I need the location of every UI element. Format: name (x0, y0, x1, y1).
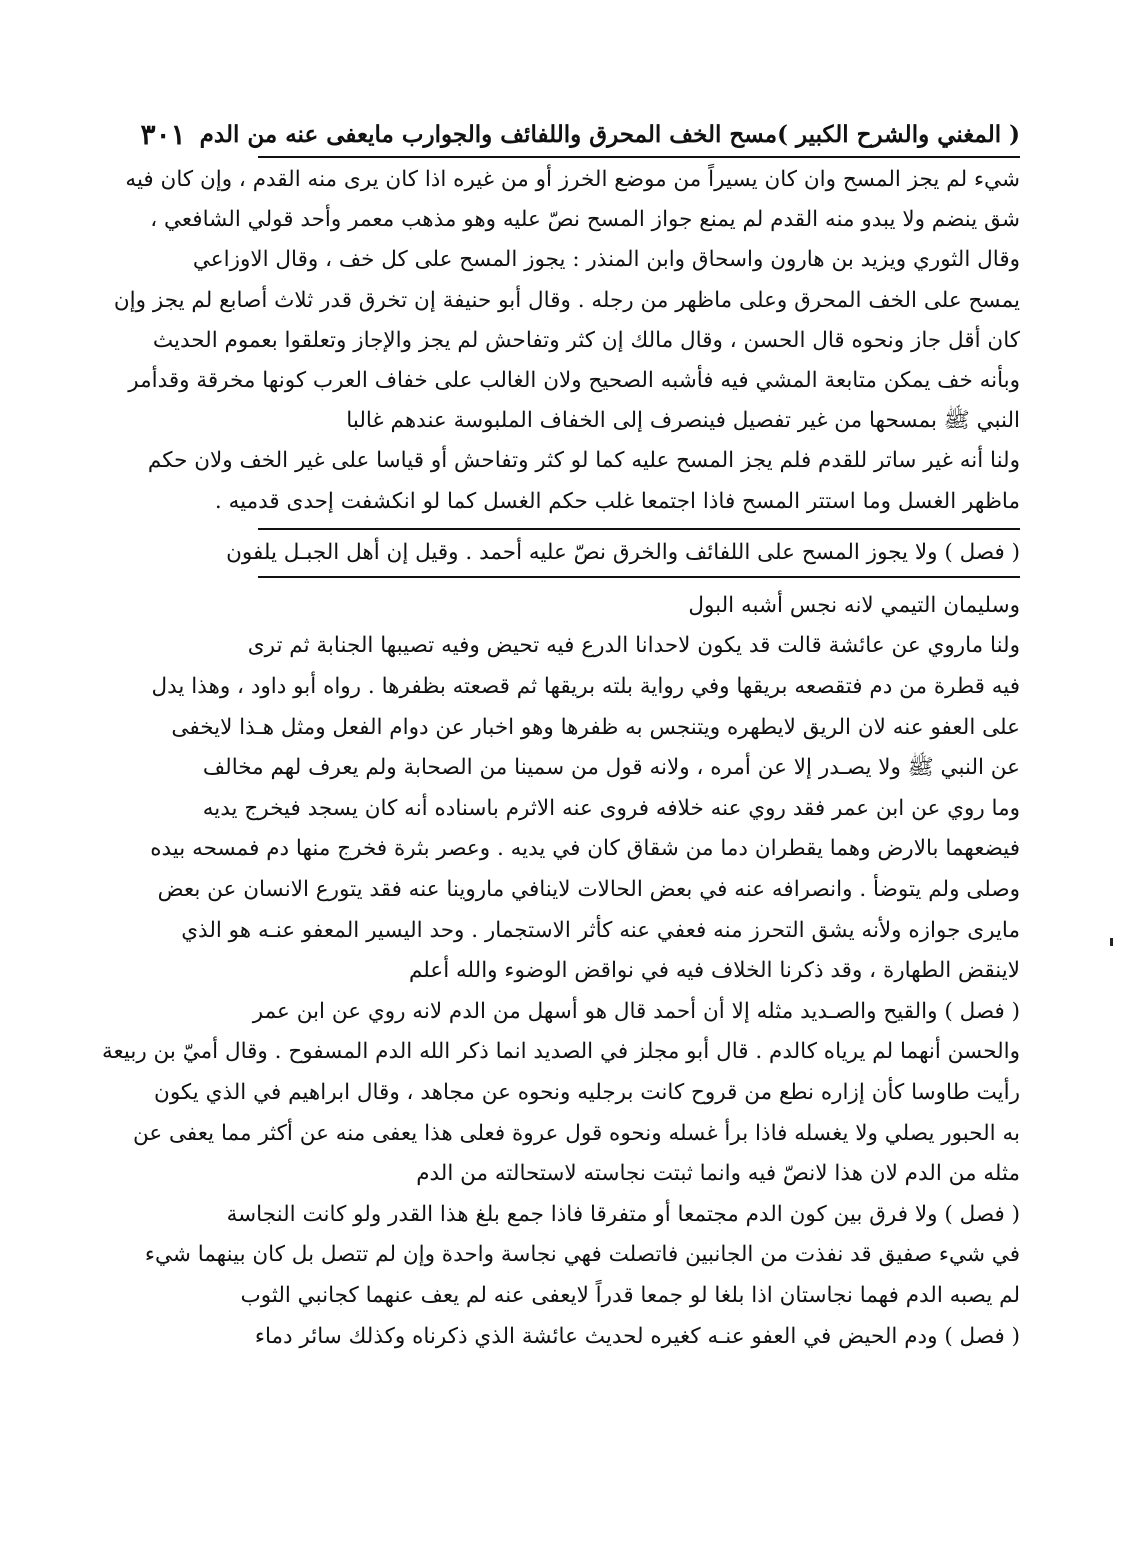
text-line: ولنا ماروي عن عائشة قالت قد يكون لاحدانا الدرع فيه تحيض وفيه تصيبها الجنابة ثم ترى (247, 633, 1020, 659)
text-line: به الحبور يصلي ولا يغسله فاذا برأ غسله ونحوه قول عروة فعلى هذا يعفى منه عن أكثر مما يعفى عن (132, 1120, 1020, 1146)
text-line: النبي ﷺ بمسحها من غير تفصيل فينصرف إلى الخفاف الملبوسة عندهم غالبا (346, 408, 1020, 434)
text-line: ولنا أنه غير ساتر للقدم فلم يجز المسح عليه كما لو كثر وتفاحش أو قياسا على غير الخف ولان حكم (147, 448, 1020, 474)
lower-commentary-block (101, 586, 1020, 1357)
text-line: شيء لم يجز المسح وان كان يسيراً من موضع الخرز أو من غيره اذا كان يرى منه القدم ، وإن كان فيه (125, 167, 1020, 192)
text-line: ( فصل ) والقيح والصـديد مثله إلا أن أحمد قال هو أسهل من الدم لانه روي عن ابن عمر (252, 998, 1020, 1024)
text-line: على العفو عنه لان الريق لايطهره ويتنجس به ظفرها وهو اخبار عن دوام الفعل ومثل هـذا لايخفى (171, 714, 1020, 740)
page-number: ٣٠١ (140, 117, 186, 151)
text-line: وقال الثوري ويزيد بن هارون واسحاق وابن المنذر : يجوز المسح على كل خف ، وقال الاوزاعي (192, 247, 1020, 273)
text-line: وما روي عن ابن عمر فقد روي عنه خلافه فروى عنه الاثرم باسناده أنه كان يسجد فيخرج يديه (202, 795, 1020, 821)
text-line: فيه قطرة من دم فتقصعه بريقها وفي رواية بلته بريقها ثم قصعته بظفرها . رواه أبو داود ، وهذا يدل (151, 674, 1020, 700)
text-line: والحسن أنهما لم يرياه كالدم . قال أبو مجلز في الصديد انما ذكر الله الدم المسفوح . وقال أميّ بن ربيعة (101, 1039, 1020, 1065)
section-divider-top (258, 528, 1020, 530)
upper-commentary-block (113, 158, 1020, 522)
book-page (101, 112, 1020, 1512)
text-line: مثله من الدم لان هذا لانصّ فيه وانما ثبتت نجاسته لاستحالته من الدم (416, 1161, 1020, 1187)
chapter-subject: مسح الخف المحرق واللفائف والجوارب مايعفى عنه من الدم (199, 120, 778, 148)
header-right-group (186, 121, 1020, 148)
text-line: ( فصل ) ولا فرق بين كون الدم مجتمعا أو متفرقا فاذا جمع بلغ هذا القدر ولو كانت النجاسة (226, 1201, 1020, 1227)
text-line: شق ينضم ولا يبدو منه القدم لم يمنع جواز المسح نصّ عليه وهو مذهب معمر وأحد قولي الشافعي ، (150, 207, 1020, 233)
text-line: وسليمان التيمي لانه نجس أشبه البول (688, 592, 1020, 618)
section-divider-bottom (258, 576, 1020, 578)
book-title: ( المغني والشرح الكبير ) (777, 120, 1020, 148)
text-line: يمسح على الخف المحرق وعلى ماظهر من رجله . وقال أبو حنيفة إن تخرق قدر ثلاث أصابع لم يجز وإن (113, 287, 1020, 313)
running-header (140, 112, 1020, 158)
text-line: في شيء صفيق قد نفذت من الجانبين فاتصلت فهي نجاسة واحدة وإن لم تتصل بل كان بينهما شيء (144, 1242, 1020, 1268)
text-line: ( فصل ) ودم الحيض في العفو عنـه كغيره لحديث عائشة الذي ذكرناه وكذلك سائر دماء (254, 1323, 1020, 1349)
text-line: ماظهر الغسل وما استتر المسح فاذا اجتمعا غلب حكم الغسل كما لو انكشفت إحدى قدميه . (214, 488, 1020, 514)
text-line: مايرى جوازه ولأنه يشق التحرز منه فعفي عنه كأثر الاستجمار . وحد اليسير المعفو عنـه هو الذي (181, 917, 1020, 943)
scan-speck (1110, 938, 1113, 946)
text-line: لاينقض الطهارة ، وقد ذكرنا الخلاف فيه في نواقض الوضوء والله أعلم (408, 958, 1020, 984)
text-line: وبأنه خف يمكن متابعة المشي فيه فأشبه الصحيح ولان الغالب على خفاف العرب كونها مخرقة وقدأمر (128, 367, 1020, 393)
text-line: فيضعهما بالارض وهما يقطران دما من شقاق كان في يديه . وعصر بثرة فخرج منها دم فمسحه بيده (150, 836, 1020, 862)
text-line: كان أقل جاز ونحوه قال الحسن ، وقال مالك إن كثر وتفاحش لم يجز والإجاز وتعلقوا بعموم الحديث (152, 327, 1020, 353)
text-line: عن النبي ﷺ ولا يصـدر إلا عن أمره ، ولانه قول من سمينا من الصحابة ولم يعرف لهم مخالف (202, 755, 1020, 781)
text-line: رأيت طاوسا كأن إزاره نطع من قروح كانت برجليه ونحوه عن مجاهد ، وقال ابراهيم في الذي يكون (154, 1080, 1020, 1105)
section-line: ( فصل ) ولا يجوز المسح على اللفائف والخرق نصّ عليه أحمد . وقيل إن أهل الجبـل يلفون (226, 539, 1020, 565)
text-line: لم يصبه الدم فهما نجاستان اذا بلغا لو جمعا قدراً لايعفى عنه لم يعف عنهما كجانبي الثوب (240, 1282, 1020, 1308)
text-line: وصلى ولم يتوضأ . وانصرافه عنه في بعض الحالات لاينافي ماروينا عنه فقد يتورع الانسان عن بعض (157, 877, 1020, 903)
